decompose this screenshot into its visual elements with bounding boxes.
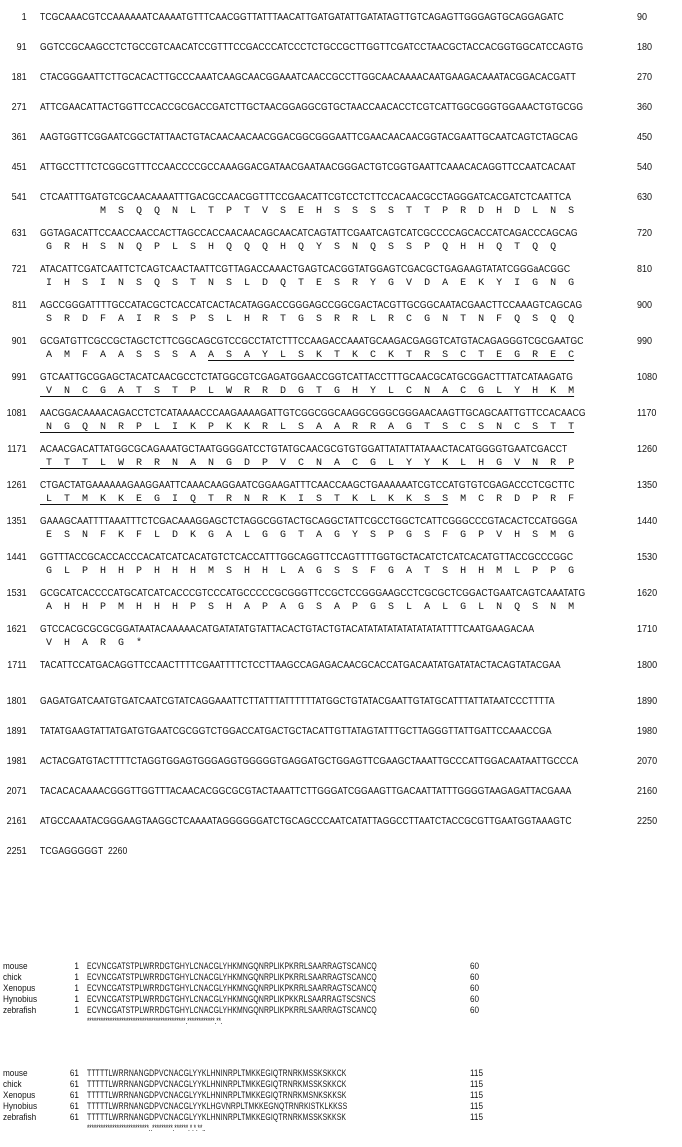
alignment-end: 60: [470, 983, 480, 994]
nucleotide-text: GTCCACGCGCGCGGATAATACAAAAACATGATATATGTATTACACTGTACTGTACATATATATATATATATATTTTCAATGAAGACAA: [40, 623, 535, 635]
nucleotide-text: GCGCATCACCCCATGCATCATCACCCGTCCCATGCCCCCGCGGGTTCCGCTCCGGGAAGCCTCGCGCTCGGACTGAATCAGTCAAATATG: [40, 587, 586, 599]
sequence-line: [0, 70, 682, 84]
position-end: 1440: [637, 515, 658, 527]
translation-line: [0, 529, 682, 543]
sequence-line: [0, 694, 682, 708]
sequence-line: [0, 514, 682, 528]
alignment-end: 115: [470, 1079, 484, 1090]
position-end: 1530: [637, 551, 658, 563]
sequence-line: [0, 370, 682, 384]
nucleotide-text: CTCAATTTGATGTCGCAACAAAATTTGACGCCAACGGTTTCCGAACATTCGTCCTCTTCCACAACGCCTAGGGATCACGATCTCAATTCA: [40, 191, 572, 203]
sequence-line: [0, 586, 682, 600]
nucleotide-text: TCGCAAACGTCCAAAAAATCAAAATGTTTCAACGGTTATTTAACATTGATGATATTGATATAGTTGTCAGAGTTGGGAGTGCAGGAGATC: [40, 11, 564, 23]
position-start: 1261: [6, 479, 27, 491]
sequence-line: [0, 130, 682, 144]
amino-acid-text: M S Q Q N L T P T V S E H S S S S T T P R D H D L N S: [40, 206, 575, 217]
nucleotide-text: ATGCCAAATACGGGAAGTAAGGCTCAAAATAGGGGGGATCTGCAGCCCAATCATATTAGGCCTTAATCTACCGCGTTGAATGGTAAAGTC: [40, 815, 572, 827]
nucleotide-text: ATTCGAACATTACTGGTTCCACCGCGACCGATCTTGCTAACGGAGGCGTGCTAACCAACACCTCGTCATTGGCGGGTGGAAACTGTGCGG: [40, 101, 584, 113]
position-start: 271: [11, 101, 27, 113]
position-end: 1710: [637, 623, 658, 635]
sequence-line: [0, 754, 682, 768]
sequence-line: [0, 442, 682, 456]
consensus-marks: ***************************..*********.******.*.*.**..: [87, 1123, 206, 1134]
sequence-line: [0, 190, 682, 204]
sequence-line: [0, 160, 682, 174]
amino-acid-text: S R D F A I R S P S L H R T G S R R L R C G N T N F Q S Q Q: [40, 314, 575, 325]
amino-acid-text: [40, 385, 574, 399]
underlined-domain: T T T L W R R N A N G D P V C N A C G L Y Y K L H G V N R P: [40, 458, 575, 469]
position-end: 1080: [637, 371, 658, 383]
alignment-start: 61: [69, 1101, 79, 1112]
sequence-line: [0, 550, 682, 564]
amino-acid-text: G L P H H P H H H M S H H L A G S S F G A T S H H M L P P G: [40, 566, 575, 577]
nucleotide-text: TACACACAAAACGGGTTGGTTTACAACACGGCGCGTACTAAATTCTTGGGATCGGAAGTTGACAATTATTTGGGGTAAGAGATTACGAAA: [40, 785, 572, 797]
alignment-start: 1: [74, 961, 79, 972]
position-end: 1170: [637, 407, 657, 419]
alignment-end: 60: [470, 972, 480, 983]
position-start: 2071: [6, 785, 27, 797]
alignment-sequence: TTTTTLWRRNANGDPVCNACGLYYKLHNINRPLTMKKEGIQTRNRKMSSKSKKCK: [87, 1068, 347, 1079]
position-end: 1350: [637, 479, 658, 491]
position-end: 1260: [637, 443, 658, 455]
nucleotide-text: ATTGCCTTTCTCGGCGTTTCCAACCCCGCCAAAGGACGATAACGAATAACGGGACTGTCGGTGAATTCAAACACAGGTTCCAATCACAAT: [40, 161, 576, 173]
consensus-row: [0, 1122, 682, 1136]
position-start: 181: [11, 71, 27, 83]
species-name: Hynobius: [3, 994, 38, 1005]
position-end: 2070: [637, 755, 658, 767]
position-start: 1171: [7, 443, 27, 455]
species-name: Xenopus: [3, 983, 36, 994]
nucleotide-text: GGTAGACATTCCAACCAACCACTTAGCCACCAACAACAGCAACATCAGTATTCGAATCAGTCATCGCCCCAGCACCATCAGACCCAGCAG: [40, 227, 578, 239]
position-start: 1891: [6, 725, 27, 737]
nucleotide-text: AGCCGGGATTTTGCCATACGCTCACCATCACTACATAGGACCGGGAGCCGGCGACTACGTTGCGGCAATACGAACTTCCAAAGTCAGCAG: [40, 299, 583, 311]
position-end: 2250: [637, 815, 658, 827]
nucleotide-text: GTCAATTGCGGAGCTACATCAACGCCTCTATGGCGTCGAGATGGAACCGGTCATTACCTTTGCAACGCATGCGGACTTTATCATAAGATG: [40, 371, 574, 383]
sequence-line: [0, 814, 682, 828]
amino-acid-text: E S N F K F L D K G A L G G T A G Y S P G S F G P V H S M G: [40, 530, 575, 541]
species-name: zebrafish: [3, 1112, 37, 1123]
sequence-line: [0, 784, 682, 798]
translation-line: [0, 493, 682, 507]
amino-acid-text: G R H S N Q P L S H Q Q Q H Q Y S N Q S S P Q H H Q T Q Q: [40, 242, 557, 253]
amino-acid-text: [40, 457, 574, 471]
sequence-line: [0, 298, 682, 312]
amino-acid-text: I H S I N S Q S T N S L D Q T E S R Y G V D A E K Y I G N G: [40, 278, 575, 289]
translation-line: [0, 313, 682, 327]
position-end: 540: [637, 161, 653, 173]
position-end: 1800: [637, 659, 658, 671]
alignment-start: 1: [74, 1005, 79, 1016]
position-end: 1980: [637, 725, 658, 737]
alignment-sequence: ECVNCGATSTPLWRRDGTGHYLCNACGLYHKMNGQNRPLIKPKKRLSAARRAGTSCSNCS: [87, 994, 376, 1005]
alignment-end: 115: [470, 1101, 484, 1112]
translation-line: [0, 349, 682, 363]
underlined-domain: A S A Y L S K T K C K T R S C T E G R E C: [208, 350, 575, 361]
alignment-sequence: ECVNCGATSTPLWRRDGTGHYLCNACGLYHKMNGQNRPLIKPKRRLSAARRAGTSCANCQ: [87, 961, 377, 972]
position-start: 721: [11, 263, 27, 275]
species-name: mouse: [3, 961, 28, 972]
position-start: 91: [16, 41, 27, 53]
position-end: 900: [637, 299, 653, 311]
alignment-sequence: ECVNCGATSTPLWRRDGTGHYLCNACGLYHKMNGQNRPLIKPKRRLSAARRAGTSCANCQ: [87, 983, 377, 994]
nucleotide-text: AACGGACAAAACAGACCTCTCATAAAACCCAAGAAAAGATTGTCGGCGGCAAGGCGGGCGGGAACAAGTTGCAGCAATTGTTCCACAACG: [40, 407, 586, 419]
position-start: 451: [11, 161, 27, 173]
position-start: 1981: [6, 755, 27, 767]
nucleotide-text: GGTCCGCAAGCCTCTGCCGTCAACATCCGTTTCCGACCCATCCCTCTGCCGCTTGGTTCGATCCTAACGCTACCACGGTGGCATCCAGTG: [40, 41, 584, 53]
position-start: 1441: [6, 551, 27, 563]
alignment-sequence: TTTTTLWRRNANGDPVCNACGLYYKLHNINRPLTMKKEGIQTRNRKMSSKSKKSK: [87, 1112, 347, 1123]
nucleotide-text: ATACATTCGATCAATTCTCAGTCAACTAATTCGTTAGACCAAACTGAGTCACGGTATGGAGTCGACGCTGAGAAGTATATCGGGaACGGC: [40, 263, 571, 275]
position-end: 720: [637, 227, 653, 239]
alignment-start: 61: [69, 1079, 79, 1090]
translation-line: [0, 457, 682, 471]
position-start: 1351: [6, 515, 27, 527]
position-end: 810: [637, 263, 653, 275]
sequence-line: [0, 40, 682, 54]
alignment-start: 61: [69, 1090, 79, 1101]
alignment-sequence: TTTTTLWRRNANGDPVCNACGLYYKLHGVNRPLTMKKEGNQTRNRKISTKLKKSS: [87, 1101, 348, 1112]
sequence-line: [0, 622, 682, 636]
nucleotide-text: ACTACGATGTACTTTTCTAGGTGGAGTGGGAGGTGGGGGTGAGGATGCTGGAGTTCGAAGCTAAATTGCCCATTGGACAATAATTGCCCA: [40, 755, 579, 767]
position-start: 811: [12, 299, 27, 311]
alignment-start: 1: [74, 994, 79, 1005]
alignment-start: 61: [69, 1068, 79, 1079]
nucleotide-text: AAGTGGTTCGGAATCGGCTATTAACTGTACAACAACAACGGACGGCGGGAATTCGAACAACAACGGTACGAATTGCAATCAGTCTAGCAG: [40, 131, 578, 143]
position-start: 1531: [6, 587, 27, 599]
amino-acid-text: A M F A A S S S A A S A Y L S K T K C K T R S C T E G R E C: [40, 350, 575, 361]
sequence-line: [0, 226, 682, 240]
nucleotide-text: GGTTTACCGCACCACCCACATCATCACATGTCTCACCATTTGGCAGGTTCCAGTTTTGGTGCTACATCTCATCACATGTTACCGCCCGGC: [40, 551, 574, 563]
position-start: 1: [21, 11, 27, 23]
position-end: 1890: [637, 695, 658, 707]
nucleotide-text: TACATTCCATGACAGGTTCCAACTTTTCGAATTTTCTCCTTAAGCCAGAGACAACGCACCATGACAATATGATATACTACAGTATACGAA: [40, 659, 561, 671]
sequence-line: [0, 478, 682, 492]
alignment-sequence: ECVNCGATSTPLWRRDGTGHYLCNACGLYHKMNGQNRPLIKPKRRLSAARRAGTSCANCQ: [87, 1005, 377, 1016]
position-start: 2161: [6, 815, 27, 827]
position-start: 991: [11, 371, 27, 383]
position-end: 450: [637, 131, 653, 143]
amino-acid-text: L T M K K E G I Q T R N R K I S T K L K K S S M C R D P R F: [40, 494, 575, 505]
underlined-domain: V N C G A T S T P L W R R D G T G H Y L C N A C G L Y H K M: [40, 386, 575, 397]
translation-line: [0, 205, 682, 219]
amino-acid-text: [40, 421, 574, 435]
position-end: 990: [637, 335, 653, 347]
underlined-domain: L T M K K E G I Q T R N R K I S T K L K K S S: [40, 494, 449, 505]
position-start: 541: [11, 191, 27, 203]
position-end: 270: [637, 71, 653, 83]
translation-line: [0, 421, 682, 435]
underlined-domain: N G Q N R P L I K P K K R L S A A R R A G T S C S N C S T T: [40, 422, 575, 433]
translation-line: [0, 385, 682, 399]
position-end: 360: [637, 101, 653, 113]
alignment-end: 60: [470, 961, 480, 972]
nucleotide-text: GCGATGTTCGCCGCTAGCTCTTCGGCAGCGTCCGCCTATCTTTCCAAGACCAAATGCAAGACGAGGTCATGTACAGAGGGTCGCGAATGC: [40, 335, 584, 347]
position-start: 901: [11, 335, 27, 347]
amino-acid-text: A H H P M H H H P S H A P A G S A P G S L A L G L N Q S N M: [40, 602, 575, 613]
alignment-end: 60: [470, 994, 480, 1005]
position-start: 361: [11, 131, 27, 143]
species-name: chick: [3, 1079, 22, 1090]
alignment-end: 115: [470, 1068, 484, 1079]
position-start: 2251: [6, 845, 27, 857]
species-name: Xenopus: [3, 1090, 36, 1101]
translation-line: [0, 277, 682, 291]
sequence-line: [0, 724, 682, 738]
species-name: zebrafish: [3, 1005, 37, 1016]
alignment-sequence: TTTTTLWRRNANGDPVCNACGLYYKLHNINRPLTMKKEGIQTRNRKMSSKSKKCK: [87, 1079, 347, 1090]
position-start: 1801: [6, 695, 27, 707]
sequence-line: [0, 10, 682, 24]
sequence-line: [0, 334, 682, 348]
alignment-start: 1: [74, 983, 79, 994]
position-start: 1711: [7, 659, 27, 671]
sequence-line: [0, 844, 682, 858]
nucleotide-text: CTGACTATGAAAAAAGAAGGAATTCAAACAAGGAATCGGAAGATTTCAACCAAGCTGAAAAAATCGTCCATGTGTCGAGACCCTCGCTTC: [40, 479, 575, 491]
alignment-start: 1: [74, 972, 79, 983]
sequence-line: [0, 406, 682, 420]
nucleotide-text: GAGATGATCAATGTGATCAATCGTATCAGGAAATTCTTATTTATTTTTTATGGCTGTATACGAATTGTATGCATTTATTATAATCCCTTTTA: [40, 695, 555, 707]
position-end: 1620: [637, 587, 658, 599]
translation-line: [0, 637, 682, 651]
sequence-line: [0, 658, 682, 672]
species-name: mouse: [3, 1068, 28, 1079]
species-name: Hynobius: [3, 1101, 38, 1112]
consensus-row: [0, 1015, 682, 1029]
alignment-sequence: ECVNCGATSTPLWRRDGTGHYLCNACGLYHKMNGQNRPLIKPKRRLSAARRAGTSCANCQ: [87, 972, 377, 983]
amino-acid-text: V H A R G *: [40, 638, 143, 649]
translation-line: [0, 601, 682, 615]
sequence-line: [0, 262, 682, 276]
alignment-end: 60: [470, 1005, 480, 1016]
position-start: 1081: [6, 407, 27, 419]
position-end: 90: [637, 11, 648, 23]
nucleotide-text: TCGAGGGGGT 2260: [40, 845, 128, 857]
position-end: 2160: [637, 785, 658, 797]
alignment-end: 115: [470, 1112, 484, 1123]
translation-line: [0, 565, 682, 579]
alignment-start: 61: [69, 1112, 79, 1123]
nucleotide-text: TATATGAAGTATTATGATGTGAATCGCGGTCTGGACCATGACTGCTACATTGTTATAGTATTTGCTTAGGGTTATTGATTCCAAACCGA: [40, 725, 552, 737]
consensus-marks: *******************************************.************.**.: [87, 1016, 223, 1027]
nucleotide-text: CTACGGGAATTCTTGCACACTTGCCCAAATCAAGCAACGGAAATCAACCGCCTTGGCAACAAAACAATGAAGACAAATACGGACACGATT: [40, 71, 576, 83]
alignment-sequence: TTTTTLWRRNANGDPVCNACGLYYKLHNINRPLTMKKEGIQTRNRKMSNKSKKSK: [87, 1090, 347, 1101]
nucleotide-text: ACAACGACATTATGGCGCAGAAATGCTAATGGGGATCCTGTATGCAACGCGTGTGGATTATATTATAAACTACATGGGGTGAATCGACCT: [40, 443, 568, 455]
position-start: 631: [11, 227, 27, 239]
sequence-line: [0, 100, 682, 114]
species-name: chick: [3, 972, 22, 983]
translation-line: [0, 241, 682, 255]
position-start: 1621: [6, 623, 27, 635]
position-end: 630: [637, 191, 653, 203]
alignment-end: 115: [470, 1090, 484, 1101]
nucleotide-text: GAAAGCAATTTTAAATTTCTCGACAAAGGAGCTCTAGGCGGTACTGCAGGCTATTCGCCTGGCTCATTCGGGCCCGTACACTCCATGGGA: [40, 515, 578, 527]
position-end: 180: [637, 41, 653, 53]
